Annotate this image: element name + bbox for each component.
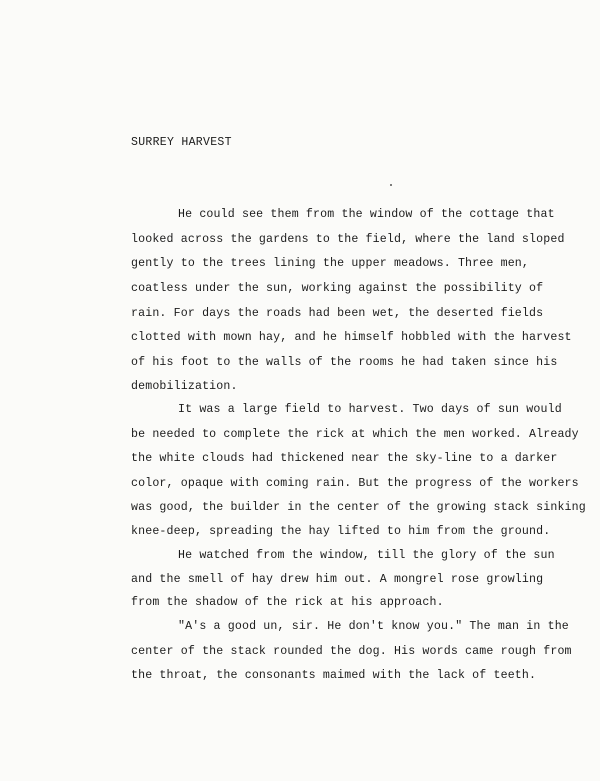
text-line: of his foot to the walls of the rooms he had taken since his bbox=[131, 356, 558, 369]
text-line: It was a large field to harvest. Two days of sun would bbox=[178, 403, 562, 416]
text-line: color, opaque with coming rain. But the progress of the workers bbox=[131, 477, 579, 490]
text-line: rain. For days the roads had been wet, the deserted fields bbox=[131, 307, 544, 320]
text-line: from the shadow of the rick at his approach. bbox=[131, 596, 444, 609]
text-line: "A's a good un, sir. He don't know you." The man in the bbox=[178, 620, 569, 633]
text-line: looked across the gardens to the field, where the land sloped bbox=[131, 233, 565, 246]
text-line: the white clouds had thickened near the sky-line to a darker bbox=[131, 452, 558, 465]
text-line: the throat, the consonants maimed with the lack of teeth. bbox=[131, 669, 537, 682]
ink-speck bbox=[390, 184, 392, 186]
text-line: gently to the trees lining the upper meadows. Three men, bbox=[131, 257, 530, 270]
text-line: knee-deep, spreading the hay lifted to him from the ground. bbox=[131, 525, 551, 538]
text-line: He could see them from the window of the cottage that bbox=[178, 208, 555, 221]
text-line: He watched from the window, till the glory of the sun bbox=[178, 549, 555, 562]
text-line: clotted with mown hay, and he himself hobbled with the harvest bbox=[131, 331, 572, 344]
text-line: was good, the builder in the center of the growing stack sinking bbox=[131, 501, 586, 514]
text-line: be needed to complete the rick at which the men worked. Already bbox=[131, 428, 579, 441]
text-line: center of the stack rounded the dog. His words came rough from bbox=[131, 645, 572, 658]
document-title: SURREY HARVEST bbox=[131, 136, 232, 149]
text-line: and the smell of hay drew him out. A mongrel rose growling bbox=[131, 573, 544, 586]
text-line: coatless under the sun, working against the possibility of bbox=[131, 282, 544, 295]
text-line: demobilization. bbox=[131, 380, 238, 393]
